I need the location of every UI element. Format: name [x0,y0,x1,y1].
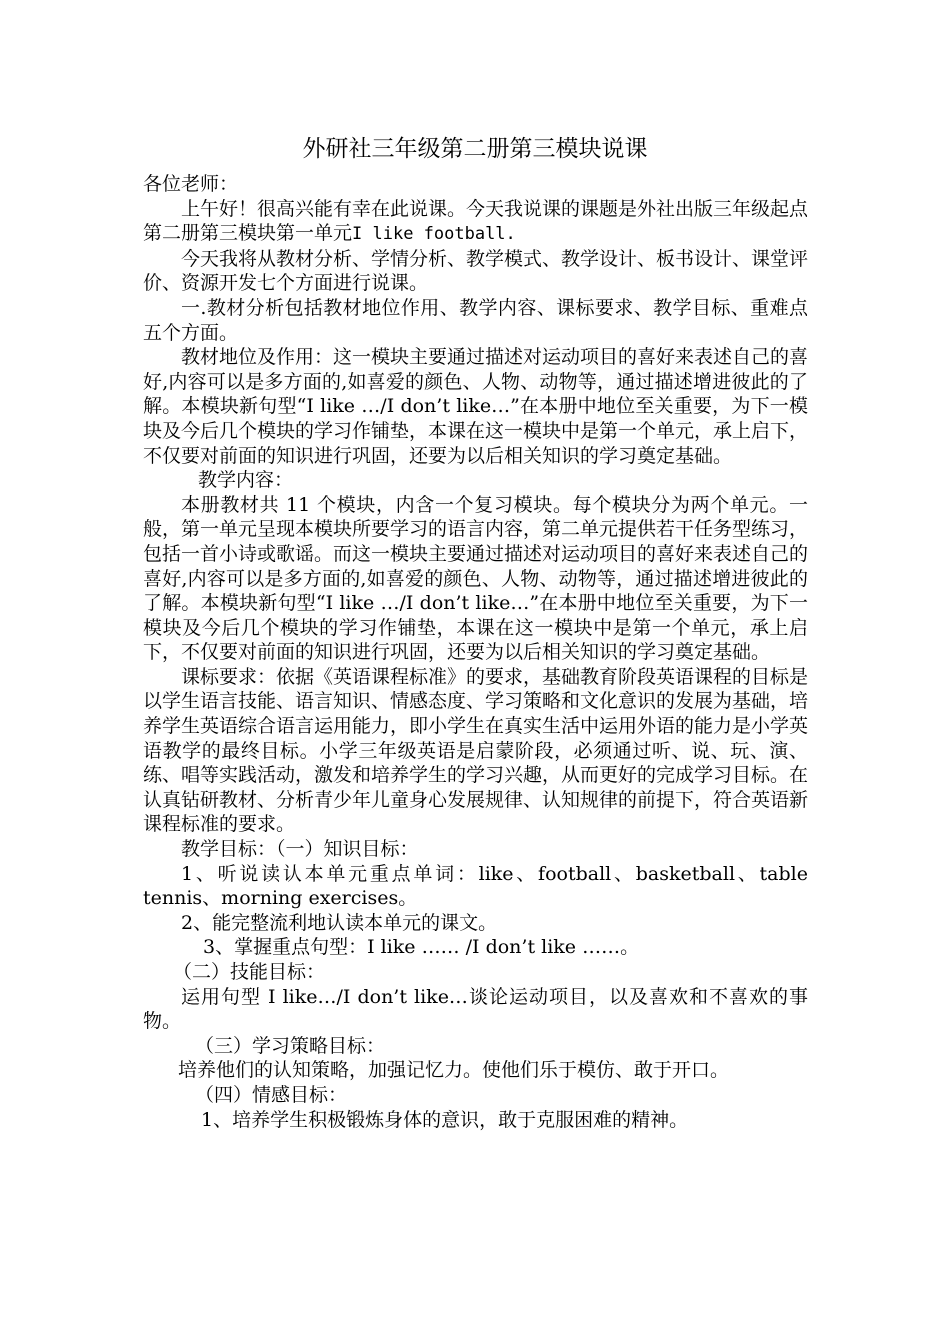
intro-paragraph [143,197,808,247]
goal-item-3: 3、掌握重点句型：I like …… /I don’t like ……。 [203,936,640,959]
content-paragraph: 本册教材共 11 个模块，内含一个复习模块。每个模块分为两个单元。一般，第一单元呈现本模块所要学习的语言内容，第二单元提供若干任务型练习，包括一首小诗或歌谣。而这一模块主要通过描述对运动项目的喜好来表述自己的喜好,内容可以是多方面的,如喜爱的颜色、人物、动物等，通过描述增进彼此的了解。本模块新句型“I like …/I don’t like…”在本册中地位至关重要，为下一模块及今后几个模块的学习作铺垫，本课在这一模块中是第一个单元，承上启下，不仅要对前面的知识进行巩固，还要为以后相关知识的学习奠定基础。 [143,493,809,664]
strategy-paragraph: 培养他们的认知策略，加强记忆力。使他们乐于模仿、敢于开口。 [178,1059,730,1082]
lesson-title: I like football. [352,224,516,245]
goal-item-1: 1、听说读认本单元重点单词：like、football、basketball、table tennis、morning exercises。 [143,862,808,910]
document-title: 外研社三年级第二册第三模块说课 [302,136,648,162]
document-body [143,172,808,1132]
intro-text: 上午好！很高兴能有幸在此说课。今天我说课的课题是外社出版三年级起点第二册第三模块第一单元 [143,197,809,245]
content-heading: 教学内容： [198,469,294,492]
strategy-heading: （三）学习策略目标： [195,1034,386,1057]
greeting: 各位老师： [143,173,239,195]
goals-heading: 教学目标：（一）知识目标： [181,838,419,861]
section-1-heading: 一.教材分析包括教材地位作用、教学内容、课标要求、教学目标、重难点五个方面。 [143,296,808,344]
curriculum-standard-paragraph: 课标要求：依据《英语课程标准》的要求，基础教育阶段英语课程的目标是以学生语言技能、语言知识、情感态度、学习策略和文化意识的发展为基础，培养学生英语综合语言运用能力，即小学生在真实生活中运用外语的能力是小学英语教学的最终目标。小学三年级英语是启蒙阶段，必须通过听、说、玩、演、练、唱等实践活动，激发和培养学生的学习兴趣，从而更好的完成学习目标。在认真钻研教材、分析青少年儿童身心发展规律、认知规律的前提下，符合英语新课程标准的要求。 [143,665,809,836]
textbook-position-paragraph: 教材地位及作用：这一模块主要通过描述对运动项目的喜好来表述自己的喜好,内容可以是多方面的,如喜爱的颜色、人物、动物等，通过描述增进彼此的了解。本模块新句型“I like …/I don’t like…”在本册中地位至关重要，为下一模块及今后几个模块的学习作铺垫，本课在这一模块中是第一个单元，承上启下，不仅要对前面的知识进行巩固，还要为以后相关知识的学习奠定基础。 [143,346,809,467]
emotion-heading: （四）情感目标： [195,1083,348,1106]
skill-heading: （二）技能目标： [173,961,326,983]
plan-paragraph: 今天我将从教材分析、学情分析、教学模式、教学设计、板书设计、课堂评价、资源开发七个方面进行说课。 [143,247,809,295]
emotion-item-1: 1、培养学生积极锻炼身体的意识，敢于克服困难的精神。 [201,1108,689,1131]
skill-paragraph: 运用句型 I like…/I don’t like…谈论运动项目，以及喜欢和不喜欢的事物。 [143,985,808,1033]
goal-item-2: 2、能完整流利地认读本单元的课文。 [181,911,498,934]
